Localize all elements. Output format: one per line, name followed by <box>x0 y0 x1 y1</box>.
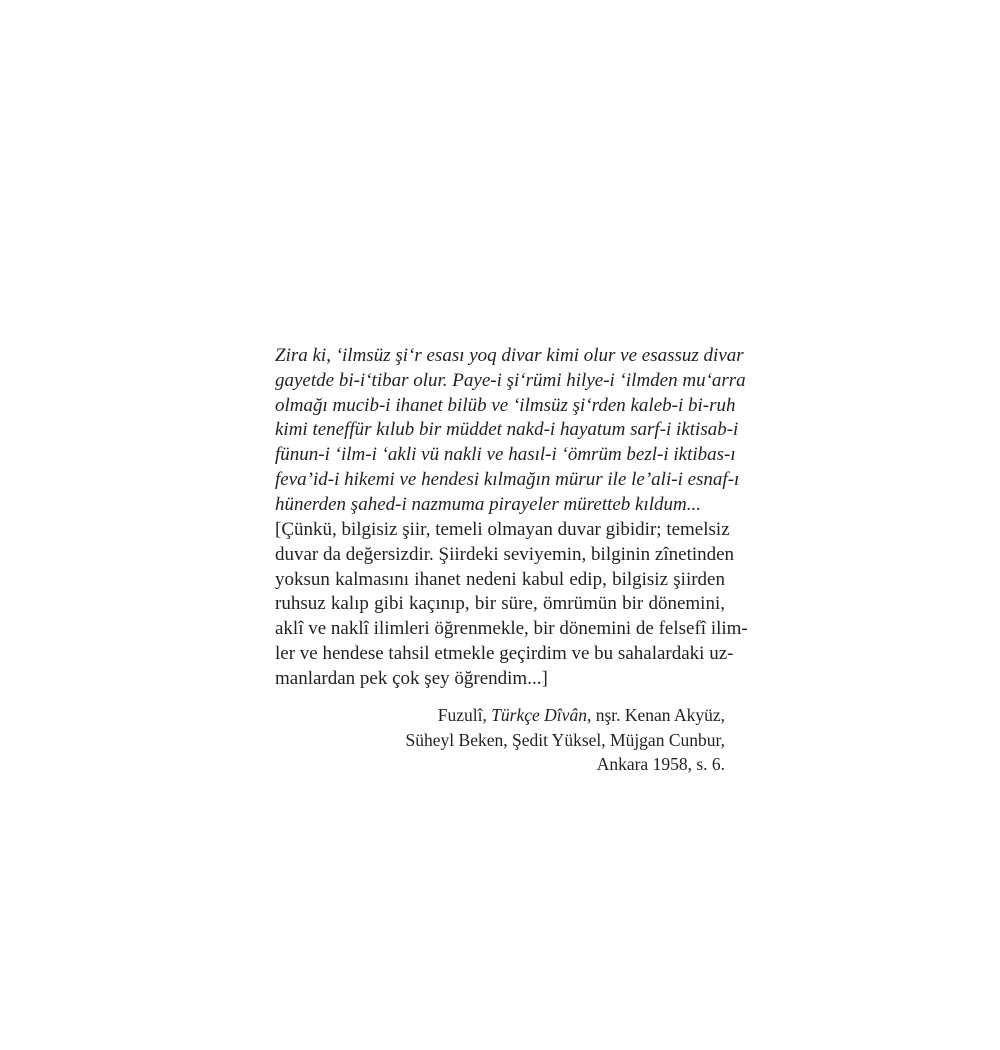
original-quote-line: feva’id-i hikemi ve hendesi kılmağın mürur ile le’ali-i esnaf-ı <box>275 468 740 490</box>
citation-line-1 <box>375 703 725 728</box>
translation-line: manlardan pek çok şey öğrendim...] <box>275 667 548 689</box>
translation-line: ler ve hendese tahsil etmekle geçirdim ve bu sahalardaki uz- <box>275 642 734 664</box>
translation-line: duvar da değersizdir. Şiirdeki seviyemin, bilginin zînetinden <box>275 543 735 565</box>
translation-line: yoksun kalmasını ihanet nedeni kabul edip, bilgisiz şiirden <box>275 568 725 590</box>
original-quote-line: Zira ki, ‘ilmsüz şi‘r esası yoq divar kimi olur ve esassuz divar <box>275 345 744 366</box>
original-quote-line: kimi teneffür kılub bir müddet nakd-i hayatum sarf-i iktisab-i <box>275 419 739 441</box>
translation-quote <box>275 518 748 692</box>
original-quote-line: gayetde bi-i‘tibar olur. Paye-i şi‘rümi hilye-i ‘ilmden mu‘arra <box>275 369 746 391</box>
citation-editors: , nşr. Kenan Akyüz, <box>586 705 725 725</box>
citation-author: Fuzulî, <box>437 705 492 725</box>
translation-line: aklî ve naklî ilimleri öğrenmekle, bir dönemini de felsefî ilim- <box>275 618 748 640</box>
original-quote-line: fünun-i ‘ilm-i ‘akli vü nakli ve hasıl-i ‘ömrüm bezl-i iktibas-ı <box>275 444 736 466</box>
citation <box>375 703 725 777</box>
citation-title: Türkçe Dîvân <box>491 705 587 725</box>
translation-line: [Çünkü, bilgisiz şiir, temeli olmayan duvar gibidir; temelsiz <box>275 519 730 540</box>
original-quote-line: olmağı mucib-i ihanet bilüb ve ‘ilmsüz şi‘rden kaleb-i bi-ruh <box>275 394 736 416</box>
citation-line-2: Süheyl Beken, Şedit Yüksel, Müjgan Cunbur, <box>405 729 725 750</box>
translation-line: ruhsuz kalıp gibi kaçınıp, bir süre, ömrümün bir dönemini, <box>275 593 725 615</box>
original-quote-line: hünerden şahed-i nazmuma pirayeler müretteb kıldum... <box>275 493 702 515</box>
citation-line-3: Ankara 1958, s. 6. <box>596 754 725 775</box>
original-quote <box>275 344 746 518</box>
